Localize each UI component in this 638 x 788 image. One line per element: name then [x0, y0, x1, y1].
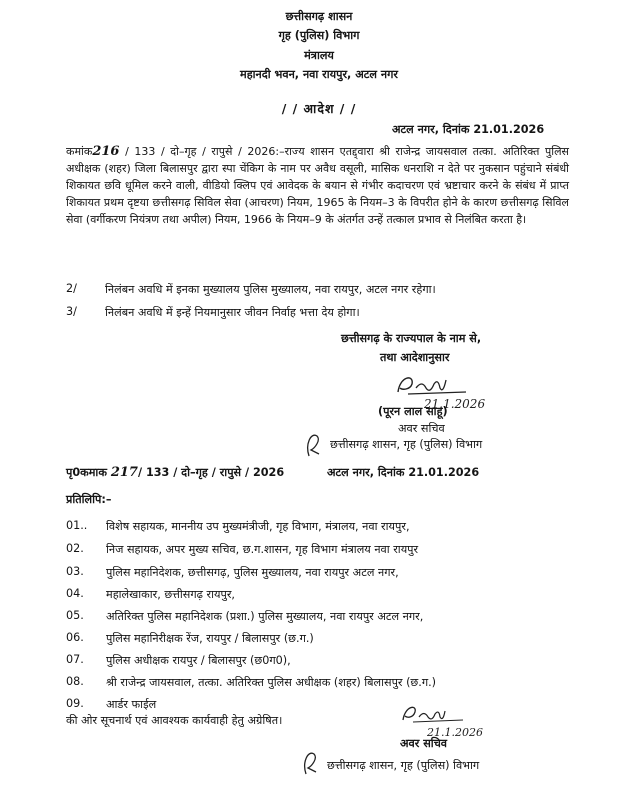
order-reference-suffix: / 133 / दो–गृह / रापुसे / 2026:– [119, 145, 285, 158]
header-address: महानदी भवन, नवा रायपुर, अटल नगर [240, 68, 398, 81]
order-by-line: तथा आदेशानुसार [380, 351, 450, 364]
recipient-1-number: 01.. [66, 519, 88, 532]
recipient-9-number: 09. [66, 697, 84, 710]
endorsement-reference-prefix: पृ0कमाक [66, 466, 107, 479]
endorsement-date: अटल नगर, दिनांक 21.01.2026 [327, 466, 480, 479]
endorsement-designation: अवर सचिव [400, 737, 448, 750]
order-date: अटल नगर, दिनांक 21.01.2026 [392, 123, 545, 136]
copy-to-label: प्रतिलिपि:– [66, 493, 112, 506]
order-title: / / आदेश / / [281, 101, 357, 116]
signature-2-date: 21.1.2026 [427, 726, 483, 739]
recipient-8-text: श्री राजेन्द्र जायसवाल, तत्का. अतिरिक्त पुलिस अधीक्षक (शहर) बिलासपुर (छ.ग.) [106, 676, 437, 689]
recipient-5-number: 05. [66, 609, 84, 622]
governor-line: छत्तीसगढ़ के राज्यपाल के नाम से, [341, 332, 482, 345]
endorsement-reference-number: 217 [110, 465, 138, 480]
header-department: गृह (पुलिस) विभाग [278, 29, 360, 42]
officer-department: छत्तीसगढ़ शासन, गृह (पुलिस) विभाग [330, 438, 483, 451]
initial-mark-1 [303, 430, 325, 460]
order-paragraph [66, 144, 569, 229]
initial-mark-2 [300, 748, 322, 778]
order-reference-prefix: कमांक [66, 145, 93, 158]
officer-name: (पूरन लाल साहू) [378, 405, 448, 418]
recipient-6-number: 06. [66, 631, 84, 644]
recipient-4-text: महालेखाकार, छत्तीसगढ़ रायपुर, [106, 588, 235, 601]
endorsement-reference-suffix: / 133 / दो–गृह / रापुसे / 2026 [137, 466, 285, 479]
recipient-9-text: आर्डर फाईल [106, 698, 157, 711]
recipient-1-text: विशेष सहायक, माननीय उप मुख्यमंत्रीजी, गृह विभाग, मंत्रालय, नवा रायपुर, [106, 520, 410, 533]
recipient-7-number: 07. [66, 653, 84, 666]
recipient-2-text: निज सहायक, अपर मुख्य सचिव, छ.ग.शासन, गृह विभाग मंत्रालय नवा रायपुर [106, 543, 419, 556]
recipient-3-text: पुलिस महानिदेशक, छत्तीसगढ़, पुलिस मुख्यालय, नवा रायपुर अटल नगर, [106, 566, 399, 579]
signature-1-date: 21.1.2026 [424, 397, 486, 411]
header-ministry: मंत्रालय [304, 49, 334, 62]
point-3-text: निलंबन अवधि में इन्हें नियमानुसार जीवन निर्वाह भत्ता देय होगा। [105, 306, 360, 319]
point-3-number: 3/ [66, 305, 77, 318]
order-reference-number: 216 [92, 144, 120, 159]
recipient-4-number: 04. [66, 587, 84, 600]
recipient-6-text: पुलिस महानिरीक्षक रेंज, रायपुर / बिलासपुर (छ.ग.) [106, 632, 314, 645]
recipient-7-text: पुलिस अधीक्षक रायपुर / बिलासपुर (छ0ग0), [106, 654, 291, 667]
header-government: छत्तीसगढ़ शासन [285, 10, 353, 23]
recipient-3-number: 03. [66, 565, 84, 578]
point-2-text: निलंबन अवधि में इनका मुख्यालय पुलिस मुख्यालय, नवा रायपुर, अटल नगर रहेगा। [105, 283, 436, 296]
endorsement-department: छत्तीसगढ़ शासन, गृह (पुलिस) विभाग [327, 759, 480, 772]
recipient-5-text: अतिरिक्त पुलिस महानिदेशक (प्रशा.) पुलिस मुख्यालय, नवा रायपुर अटल नगर, [106, 610, 424, 623]
recipient-2-number: 02. [66, 542, 84, 555]
officer-designation: अवर सचिव [398, 422, 445, 435]
endorsement-reference [66, 465, 284, 480]
closing-line: की ओर सूचनार्थ एवं आवश्यक कार्यवाही हेतु अग्रेषित। [66, 714, 283, 727]
order-body: राज्य शासन एतद्द्वारा श्री राजेन्द्र जायसवाल तत्का. अतिरिक्त पुलिस अधीक्षक (शहर) जिला बिलासपुर द्वारा स्पा चेंकिग के नाम पर अवैध वसूली, मासिक धनराशि न देते पर नुकसान पहुंचाने संबंधी शिकायत छवि धूमिल करने वाली, वीडियो क्लिप एवं आवेदक के बयान से गंभीर कदाचरण एवं भ्रष्टाचार करने के संबंध में प्राप्त शिकायत प्रथम दृष्टया छत्तीसगढ़ सिविल सेवा (आचरण) नियम, 1965 के नियम–3 के विपरीत होने के कारण छत्तीसगढ़ सिविल सेवा (वर्गीकरण नियंत्रण तथा अपील) नियम, 1966 के नियम–9 के अंतर्गत उन्हें तत्काल प्रभाव से निलंबित करता है। [66, 145, 569, 226]
point-2-number: 2/ [66, 282, 77, 295]
recipient-8-number: 08. [66, 675, 84, 688]
